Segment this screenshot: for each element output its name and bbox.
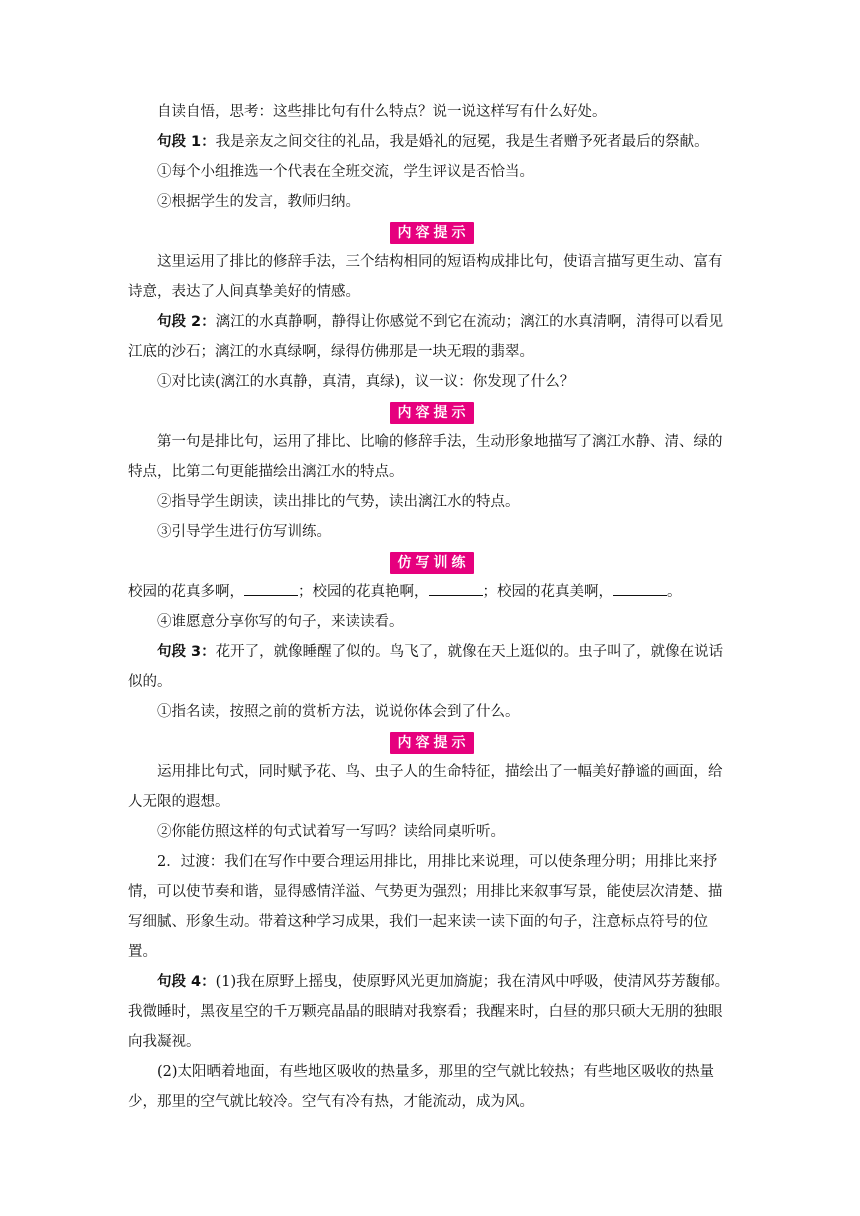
sentence-2 — [128, 307, 735, 367]
practice-part-3: ；校园的花真美啊， — [482, 584, 613, 600]
content-hint-2: 第一句是排比句，运用了排比、比喻的修辞手法，生动形象地描写了漓江水静、清、绿的特点，比第二句更能描绘出漓江水的特点。 — [128, 434, 723, 480]
sentence-4b: (2)太阳晒着地面，有些地区吸收的热量多，那里的空气就比较热；有些地区吸收的热量少，那里的空气就比较冷。空气有冷有热，才能流动，成为风。 — [128, 1064, 715, 1110]
transition-paragraph: 2．过渡：我们在写作中要合理运用排比，用排比来说理，可以使条理分明；用排比来抒情，可以使节奏和谐，显得感情洋溢、气势更为强烈；用排比来叙事写景，能使层次清楚、描写细腻、形象生动。带着这种学习成果，我们一起来读一读下面的句子，注意标点符号的位置。 — [128, 854, 723, 960]
sentence-1 — [128, 127, 735, 157]
content-hint-tag-3: 内容提示 — [390, 732, 474, 754]
content-hint-bar-3 — [128, 727, 735, 757]
practice-bar — [128, 547, 735, 577]
sentence-4-label: 句段 4： — [157, 974, 216, 990]
content-hint-1: 这里运用了排比的修辞手法，三个结构相同的短语构成排比句，使语言描写更生动、富有诗意，表达了人间真挚美好的情感。 — [128, 254, 723, 300]
step-2b: ②指导学生朗读，读出排比的气势，读出漓江水的特点。 — [157, 494, 520, 510]
step-3b: ②你能仿照这样的句式试着写一写吗？读给同桌听听。 — [157, 824, 505, 840]
sentence-4 — [128, 967, 735, 1057]
intro-question: 自读自悟，思考：这些排比句有什么特点？说一说这样写有什么好处。 — [157, 104, 607, 120]
content-hint-3: 运用排比句式，同时赋予花、鸟、虫子人的生命特征，描绘出了一幅美好静谧的画面，给人无限的遐想。 — [128, 764, 723, 810]
sentence-2-label: 句段 2： — [157, 314, 216, 330]
step-3a: ①指名读，按照之前的赏析方法，说说你体会到了什么。 — [157, 704, 520, 720]
practice-sentence — [128, 577, 735, 607]
practice-blank-1[interactable] — [244, 581, 298, 596]
content-hint-tag-1: 内容提示 — [390, 222, 474, 244]
content-hint-bar-1 — [128, 217, 735, 247]
practice-blank-2[interactable] — [429, 581, 483, 596]
step-1b: ②根据学生的发言，教师归纳。 — [157, 194, 360, 210]
practice-blank-3[interactable] — [613, 581, 667, 596]
sentence-1-text: 我是亲友之间交往的礼品，我是婚礼的冠冕，我是生者赠予死者最后的祭献。 — [215, 134, 709, 150]
sentence-1-label: 句段 1： — [157, 134, 216, 150]
step-2d: ④谁愿意分享你写的句子，来读读看。 — [157, 614, 404, 630]
content-hint-bar-2 — [128, 397, 735, 427]
sentence-2-text: 漓江的水真静啊，静得让你感觉不到它在流动；漓江的水真清啊，清得可以看见江底的沙石；漓江的水真绿啊，绿得仿佛那是一块无瑕的翡翠。 — [128, 314, 724, 360]
sentence-3-text: 花开了，就像睡醒了似的。鸟飞了，就像在天上逛似的。虫子叫了，就像在说话似的。 — [128, 644, 724, 690]
content-hint-tag-2: 内容提示 — [390, 402, 474, 424]
practice-part-1: 校园的花真多啊， — [128, 584, 244, 600]
practice-part-2: ；校园的花真艳啊， — [298, 584, 429, 600]
step-2c: ③引导学生进行仿写训练。 — [157, 524, 331, 540]
step-1a: ①每个小组推选一个代表在全班交流，学生评议是否恰当。 — [157, 164, 534, 180]
sentence-4-text: (1)我在原野上摇曳，使原野风光更加旖旎；我在清风中呼吸，使清风芬芳馥郁。我微睡时，黑夜星空的千万颗亮晶晶的眼睛对我察看；我醒来时，白昼的那只硕大无朋的独眼向我凝视。 — [128, 974, 730, 1050]
sentence-3 — [128, 637, 735, 697]
step-2a: ①对比读(漓江的水真静，真清，真绿)，议一议：你发现了什么？ — [157, 374, 575, 390]
practice-tag: 仿写训练 — [390, 552, 474, 574]
sentence-3-label: 句段 3： — [157, 644, 216, 660]
practice-end: 。 — [667, 584, 682, 600]
document-page — [128, 97, 735, 1117]
